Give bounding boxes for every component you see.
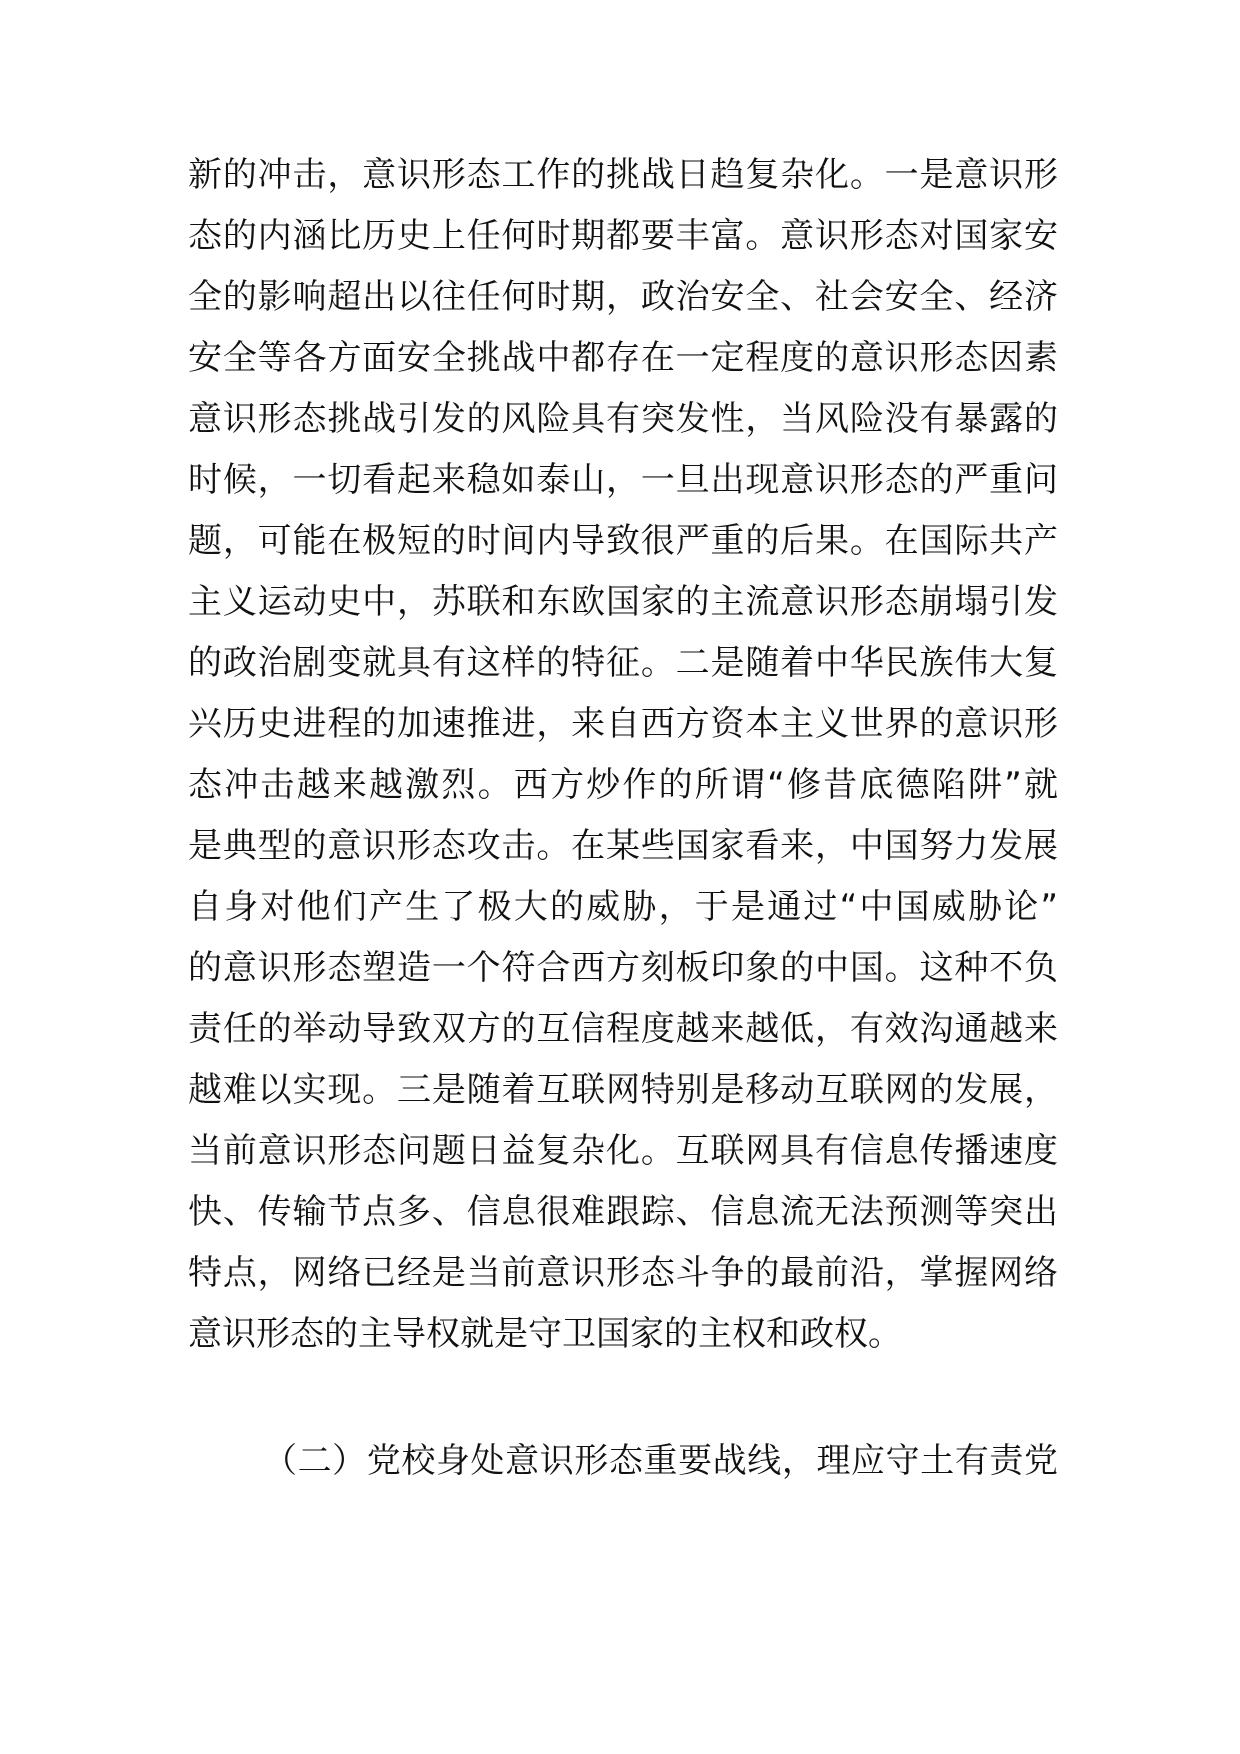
paragraph-line: 意识形态的主导权就是守卫国家的主权和政权。: [188, 1314, 902, 1354]
paragraph-line: 的意识形态塑造一个符合西方刻板印象的中国。这种不负: [188, 948, 1058, 988]
paragraph-line: 全的影响超出以往任何时期，政治安全、社会安全、经济: [188, 277, 1058, 317]
paragraph-line: 当前意识形态问题日益复杂化。互联网具有信息传播速度: [188, 1131, 1058, 1171]
section-heading: （二）党校身处意识形态重要战线，理应守土有责党: [263, 1441, 1058, 1481]
paragraph-line: 新的冲击，意识形态工作的挑战日趋复杂化。一是意识形: [188, 155, 1058, 195]
paragraph-line: 越难以实现。三是随着互联网特别是移动互联网的发展，: [188, 1070, 1058, 1110]
paragraph-line: 特点，网络已经是当前意识形态斗争的最前沿，掌握网络: [188, 1253, 1058, 1293]
paragraph-line: 安全等各方面安全挑战中都存在一定程度的意识形态因素: [188, 338, 1058, 378]
paragraph-line: 主义运动史中，苏联和东欧国家的主流意识形态崩塌引发: [188, 582, 1058, 622]
paragraph-line: 是典型的意识形态攻击。在某些国家看来，中国努力发展: [188, 826, 1058, 866]
paragraph-line: 兴历史进程的加速推进，来自西方资本主义世界的意识形: [188, 704, 1058, 744]
paragraph-line: 时候，一切看起来稳如泰山，一旦出现意识形态的严重问: [188, 460, 1058, 500]
paragraph-line: 的政治剧变就具有这样的特征。二是随着中华民族伟大复: [188, 643, 1058, 683]
paragraph-line: 自身对他们产生了极大的威胁，于是通过“中国威胁论”: [188, 887, 1058, 927]
paragraph-line: 态冲击越来越激烈。西方炒作的所谓“修昔底德陷阱”就: [188, 765, 1058, 805]
paragraph-line: 题，可能在极短的时间内导致很严重的后果。在国际共产: [188, 521, 1058, 561]
paragraph-line: 责任的举动导致双方的互信程度越来越低，有效沟通越来: [188, 1009, 1058, 1049]
paragraph-line: 意识形态挑战引发的风险具有突发性，当风险没有暴露的: [188, 399, 1058, 439]
paragraph-line: 态的内涵比历史上任何时期都要丰富。意识形态对国家安: [188, 216, 1058, 256]
paragraph-line: 快、传输节点多、信息很难跟踪、信息流无法预测等突出: [188, 1192, 1058, 1232]
